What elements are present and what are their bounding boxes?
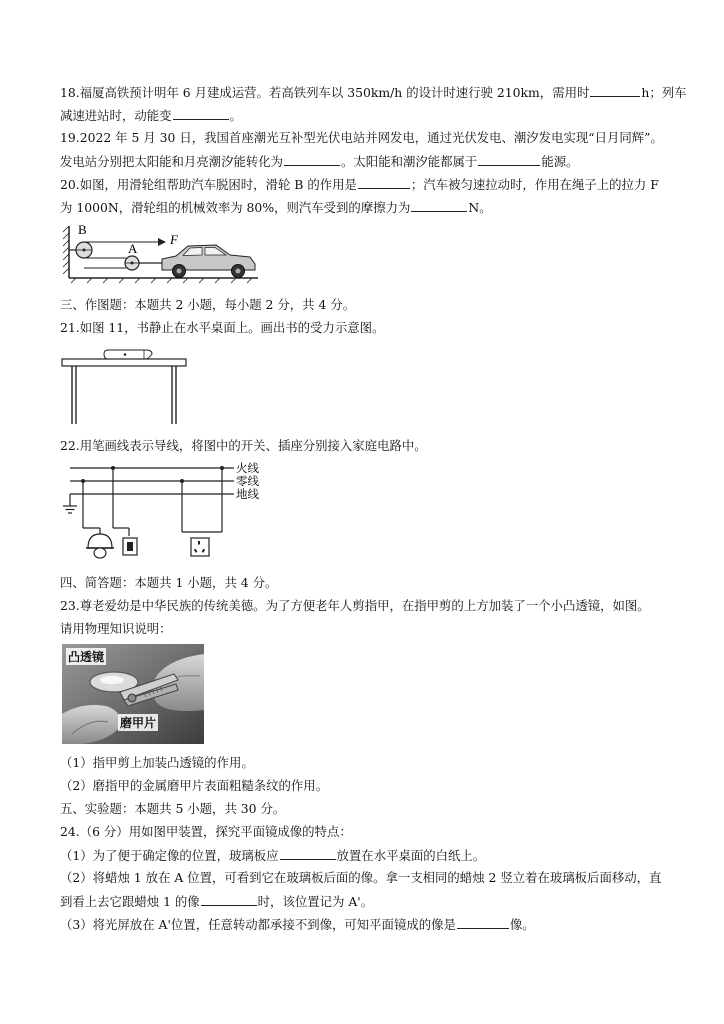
q24-text-1b: 放置在水平桌面的白纸上。 (336, 848, 486, 863)
label-a: A (128, 241, 138, 256)
force-arrow-icon (158, 238, 166, 246)
q20-text-2a: 为 1000N，滑轮组的机械效率为 80%，则汽车受到的摩擦力为 (60, 200, 411, 215)
q18-line-1 (60, 84, 687, 101)
q24-text-1a: （1）为了便于确定像的位置，玻璃板应 (60, 848, 279, 863)
q24-sub-2a: （2）将蜡烛 1 放在 A 位置，可看到它在玻璃板后面的像。拿一支相同的蜡烛 2 竖立着在玻璃板后面移动，直 (60, 870, 662, 885)
q23-line-1: 23.尊老爱幼是中华民族的传统美德。为了方便老年人剪指甲，在指甲剪的上方加装了一个小凸透镜，如图。 (60, 598, 650, 613)
q20-text-1b: ；汽车被匀速拉动时，作用在绳子上的拉力 F (410, 177, 659, 192)
q24-blank-2[interactable] (201, 893, 257, 906)
section-5-heading: 五、实验题：本题共 5 小题，共 30 分。 (60, 801, 286, 816)
section-4-heading: 四、简答题：本题共 1 小题，共 4 分。 (60, 575, 278, 590)
q24-text-2b: 到看上去它跟蜡烛 1 的像 (60, 894, 200, 909)
q18-blank-1[interactable] (590, 84, 640, 97)
book-icon (104, 350, 152, 359)
lamp-icon (86, 528, 114, 558)
q23-sub-1: （1）指甲剪上加装凸透镜的作用。 (60, 755, 254, 770)
q19-line-1: 19.2022 年 5 月 30 日，我国首座潮光互补型光伏电站并网发电，通过光伏发电、潮汐发电实现“日月同辉”。 (60, 130, 663, 145)
q24-sub-1 (60, 847, 485, 864)
neutral-wire-label: 零线 (236, 474, 259, 488)
section-3-heading: 三、作图题：本题共 2 小题，每小题 2 分，共 4 分。 (60, 297, 356, 312)
q24-text-3a: （3）将光屏放在 A'位置，任意转动都承接不到像，可知平面镜成的像是 (60, 917, 456, 932)
q20-blank-2[interactable] (411, 199, 467, 212)
q18-text-1b: h；列车 (641, 85, 687, 100)
q22-text: 22.用笔画线表示导线，将图中的开关、插座分别接入家庭电路中。 (60, 438, 427, 453)
q24-text-3b: 像。 (509, 917, 535, 932)
nail-file-label: 磨甲片 (120, 716, 157, 730)
socket-icon (191, 538, 209, 556)
q23-line-2: 请用物理知识说明： (60, 621, 172, 636)
q20-blank-1[interactable] (358, 176, 410, 189)
label-f: F (170, 232, 178, 247)
live-wire-label: 火线 (236, 462, 259, 475)
q20-line-1 (60, 176, 659, 193)
label-b: B (78, 222, 87, 237)
convex-lens-label: 凸透镜 (68, 650, 105, 664)
q18-text-2a: 减速进站时，动能变 (60, 108, 172, 123)
q19-text-2a: 发电站分别把太阳能和月亮潮汐能转化为 (60, 154, 284, 169)
q24-blank-1[interactable] (280, 847, 336, 860)
q20-text-2b: N。 (468, 200, 492, 215)
q24-blank-3[interactable] (457, 916, 509, 929)
q24-sub-2b (60, 893, 373, 910)
q18-blank-2[interactable] (173, 107, 229, 120)
q18-text-1a: 18.福厦高铁预计明年 6 月建成运营。若高铁列车以 350km/h 的设计时速行驶 210km，需用时 (60, 85, 590, 100)
q24-intro: 24.（6 分）用如图甲装置，探究平面镜成像的特点： (60, 824, 352, 839)
q24-text-2c: 时，该位置记为 A'。 (257, 894, 374, 909)
nail-clipper-photo (62, 644, 204, 744)
q19-blank-2[interactable] (478, 153, 540, 166)
q21-text: 21.如图 11，书静止在水平桌面上。画出书的受力示意图。 (60, 320, 385, 335)
q18-line-2 (60, 107, 242, 124)
q24-sub-3 (60, 916, 535, 933)
circuit-figure (62, 462, 270, 570)
ground-wire-label: 地线 (236, 487, 259, 501)
switch-icon (123, 538, 137, 555)
q19-line-2 (60, 153, 579, 170)
table-top (62, 359, 186, 366)
q19-text-2b: 。太阳能和潮汐能都属于 (341, 154, 478, 169)
pulley-car-figure (62, 222, 264, 284)
q18-text-2b: 。 (229, 108, 242, 123)
q19-blank-1[interactable] (284, 153, 340, 166)
book-table-figure (60, 348, 190, 428)
q19-text-2c: 能源。 (541, 154, 579, 169)
q20-text-1a: 20.如图，用滑轮组帮助汽车脱困时，滑轮 B 的作用是 (60, 177, 357, 192)
q20-line-2 (60, 199, 492, 216)
q23-sub-2: （2）磨指甲的金属磨甲片表面粗糙条纹的作用。 (60, 778, 329, 793)
